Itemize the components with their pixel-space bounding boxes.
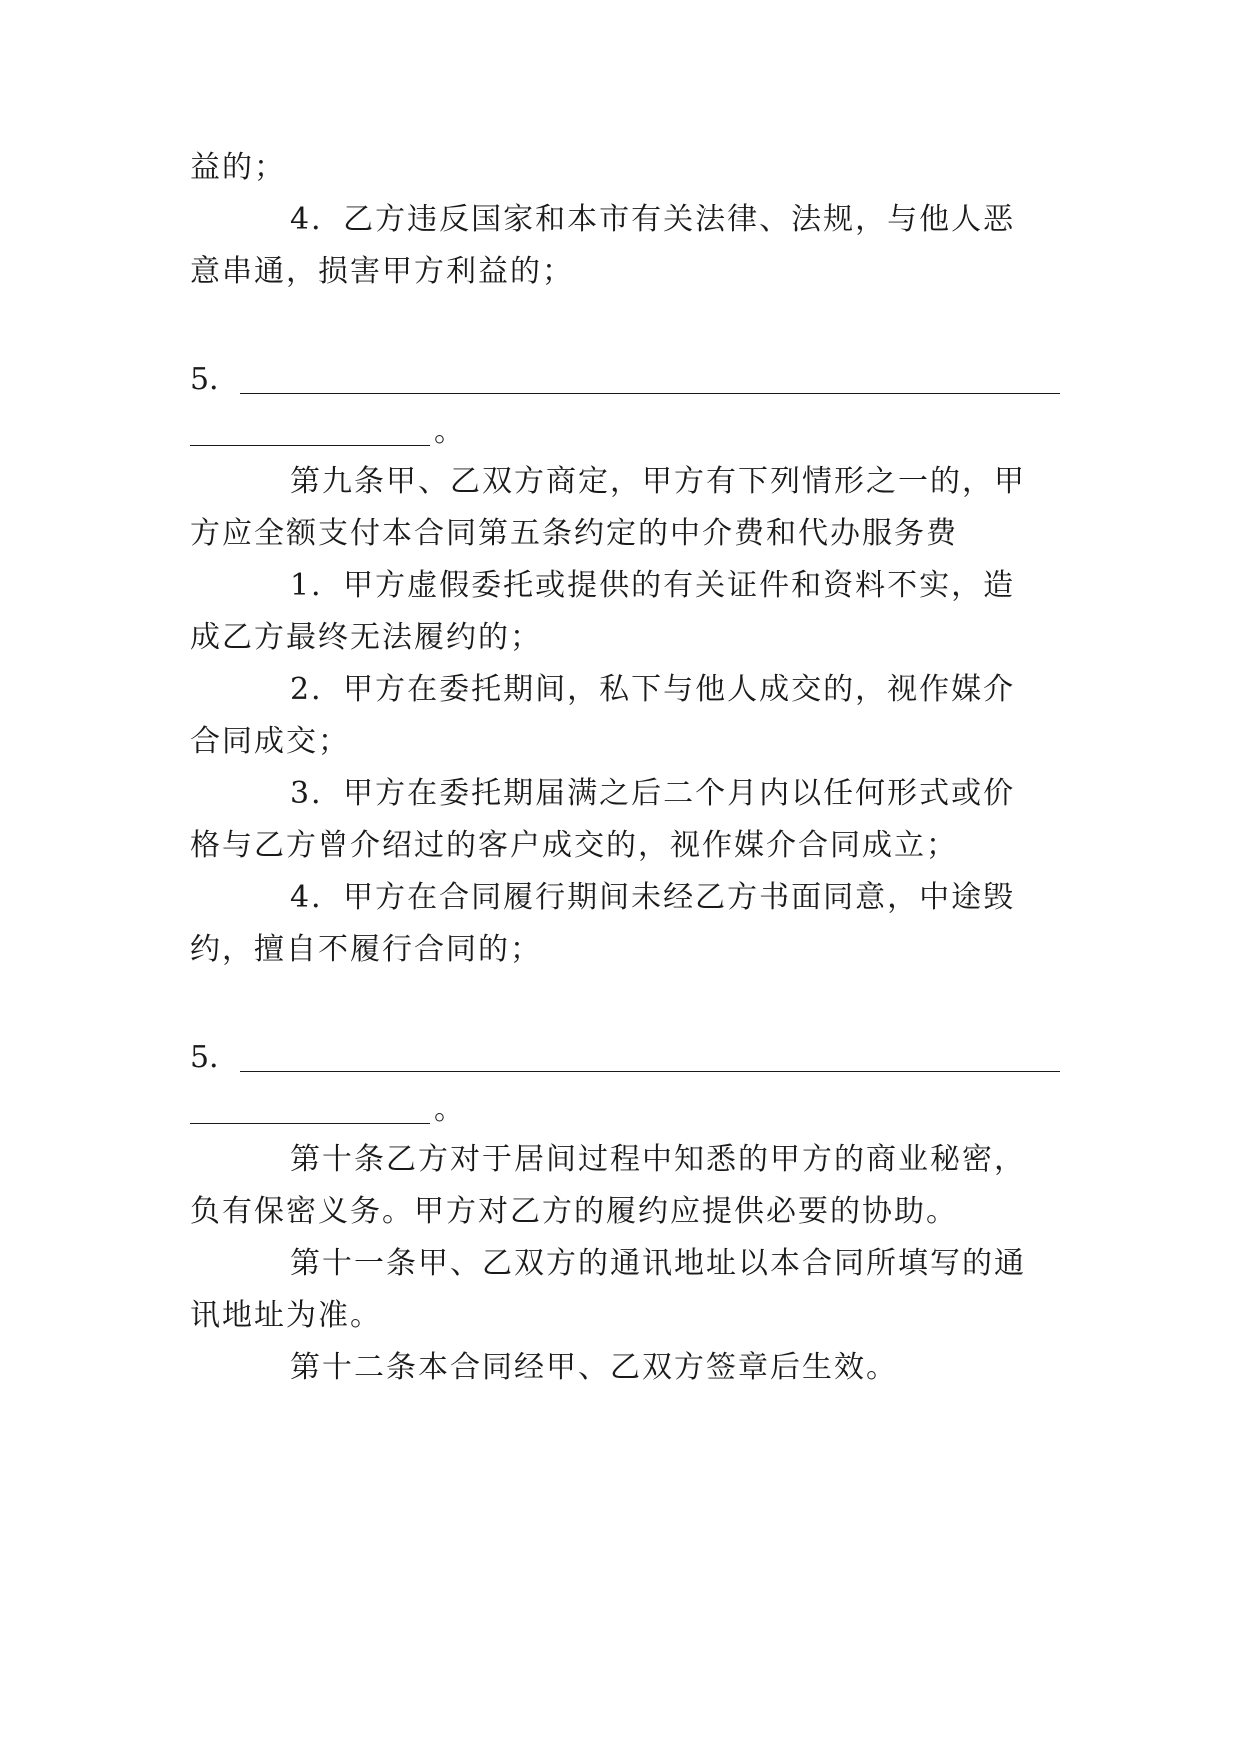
clause-10-line-1: 第十条乙方对于居间过程中知悉的甲方的商业秘密， xyxy=(290,1142,1026,1177)
clause-8-item-5-blank xyxy=(190,360,1060,400)
fill-in-underline xyxy=(190,1123,430,1124)
clause-9-item-4-line-1: 4．甲方在合同履行期间未经乙方书面同意，中途毁 xyxy=(290,880,1016,915)
clause-9-line-1: 第九条甲、乙双方商定，甲方有下列情形之一的，甲 xyxy=(290,464,1026,499)
clause-9-item-2-line-1: 2．甲方在委托期间，私下与他人成交的，视作媒介 xyxy=(290,672,1016,707)
clause-12-line-1: 第十二条本合同经甲、乙双方签章后生效。 xyxy=(290,1350,898,1385)
clause-8-item-5-blank-continued xyxy=(190,412,490,452)
item-number: 5． xyxy=(190,1040,240,1075)
clause-11-line-1: 第十一条甲、乙双方的通讯地址以本合同所填写的通 xyxy=(290,1246,1026,1281)
clause-9-item-2-line-2: 合同成交； xyxy=(190,724,350,759)
clause-9-line-2: 方应全额支付本合同第五条约定的中介费和代办服务费 xyxy=(190,516,958,551)
clause-9-item-3-line-1: 3．甲方在委托期届满之后二个月内以任何形式或价 xyxy=(290,776,1016,811)
fill-in-underline xyxy=(240,393,1060,394)
clause-10-line-2: 负有保密义务。甲方对乙方的履约应提供必要的协助。 xyxy=(190,1194,958,1229)
item-number: 5． xyxy=(190,362,240,397)
fill-in-underline xyxy=(190,445,430,446)
end-mark: 。 xyxy=(434,1092,464,1127)
clause-9-item-5-blank-continued xyxy=(190,1090,490,1130)
end-mark: 。 xyxy=(434,414,464,449)
clause-9-item-1-line-1: 1．甲方虚假委托或提供的有关证件和资料不实，造 xyxy=(290,568,1016,603)
clause-8-item-4-line-1: 4．乙方违反国家和本市有关法律、法规，与他人恶 xyxy=(290,202,1016,237)
clause-11-line-2: 讯地址为准。 xyxy=(190,1298,382,1333)
clause-9-item-1-line-2: 成乙方最终无法履约的； xyxy=(190,620,542,655)
text-line: 益的； xyxy=(190,150,286,185)
clause-9-item-4-line-2: 约，擅自不履行合同的； xyxy=(190,932,542,967)
clause-8-item-4-line-2: 意串通，损害甲方利益的； xyxy=(190,254,574,289)
clause-9-item-5-blank xyxy=(190,1038,1060,1078)
fill-in-underline xyxy=(240,1071,1060,1072)
clause-9-item-3-line-2: 格与乙方曾介绍过的客户成交的，视作媒介合同成立； xyxy=(190,828,958,863)
